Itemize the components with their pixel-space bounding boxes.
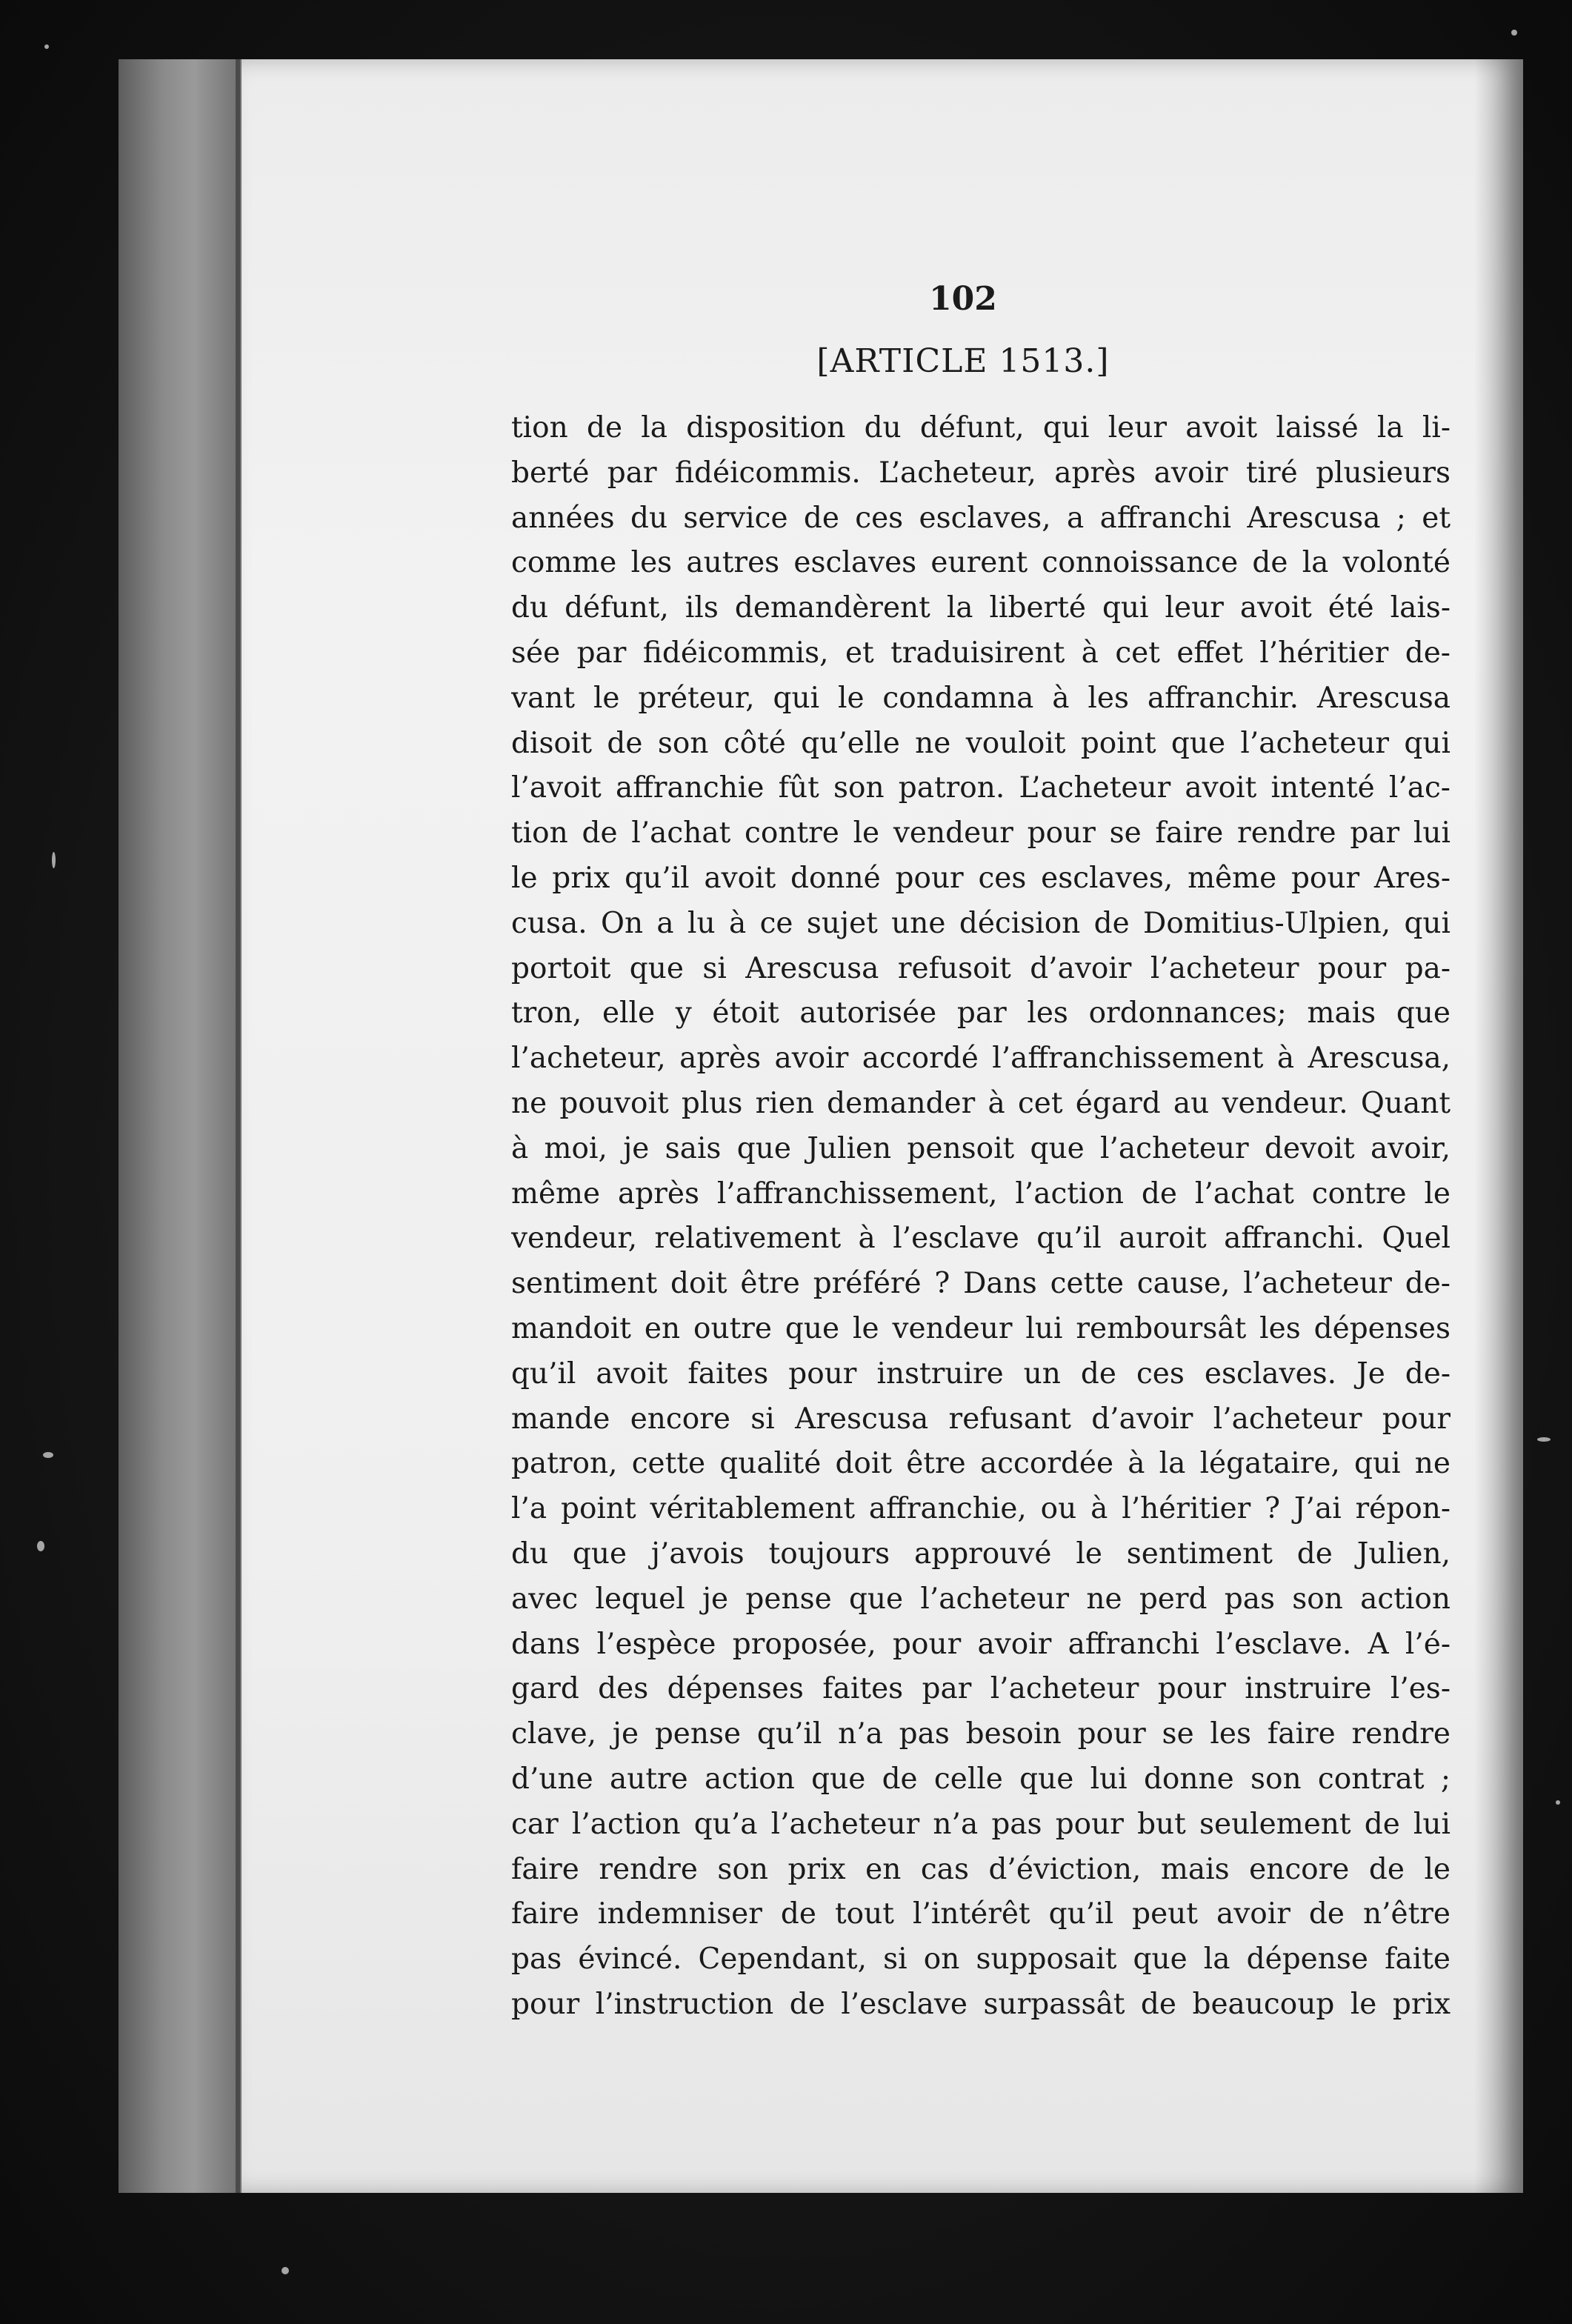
text-line: l’a point véritablement affranchie, ou à l’héritier ? J’ai répon-	[511, 1492, 1451, 1526]
text-line: tron, elle y étoit autorisée par les ordonnances; mais que	[511, 996, 1451, 1031]
text-line: dans l’espèce proposée, pour avoir affranchi l’esclave. A l’é-	[511, 1627, 1451, 1661]
text-line: ne pouvoit plus rien demander à cet égard au vendeur. Quant	[511, 1086, 1451, 1120]
text-line: tion de l’achat contre le vendeur pour se faire rendre par lui	[511, 816, 1451, 850]
text-line: d’une autre action que de celle que lui donne son contrat ;	[511, 1762, 1451, 1796]
text-line: gard des dépenses faites par l’acheteur pour instruire l’es-	[511, 1672, 1451, 1706]
text-line: du défunt, ils demandèrent la liberté qui leur avoit été lais-	[511, 591, 1451, 625]
book-page-edge	[119, 59, 244, 2193]
text-line: faire indemniser de tout l’intérêt qu’il peut avoir de n’être	[511, 1897, 1451, 1931]
text-line: vendeur, relativement à l’esclave qu’il auroit affranchi. Quel	[511, 1222, 1451, 1256]
text-line: le prix qu’il avoit donné pour ces esclaves, même pour Ares-	[511, 861, 1451, 895]
film-speck	[1556, 1800, 1560, 1805]
text-line: mande encore si Arescusa refusant d’avoir l’acheteur pour	[511, 1402, 1451, 1436]
film-speck	[282, 2267, 289, 2274]
text-line: avec lequel je pense que l’acheteur ne perd pas son action	[511, 1582, 1451, 1616]
text-line: comme les autres esclaves eurent connoissance de la volonté	[511, 546, 1451, 580]
page-number: 102	[929, 280, 997, 318]
text-line: l’acheteur, après avoir accordé l’affranchissement à Arescusa,	[511, 1042, 1451, 1076]
book-gutter-line	[236, 59, 240, 2193]
text-line: à moi, je sais que Julien pensoit que l’acheteur devoit avoir,	[511, 1131, 1451, 1165]
text-line: du que j’avois toujours approuvé le sentiment de Julien,	[511, 1536, 1451, 1571]
text-line: vant le préteur, qui le condamna à les affranchir. Arescusa	[511, 681, 1451, 715]
film-speck	[1511, 30, 1517, 36]
film-speck	[52, 852, 56, 868]
film-speck	[44, 44, 49, 49]
text-line: clave, je pense qu’il n’a pas besoin pour se les faire rendre	[511, 1717, 1451, 1751]
text-line: faire rendre son prix en cas d’éviction, mais encore de le	[511, 1852, 1451, 1886]
text-line: années du service de ces esclaves, a affranchi Arescusa ; et	[511, 501, 1451, 535]
text-line: même après l’affranchissement, l’action de l’achat contre le	[511, 1176, 1451, 1211]
text-line: portoit que si Arescusa refusoit d’avoir l’acheteur pour pa-	[511, 951, 1451, 985]
text-line: disoit de son côté qu’elle ne vouloit point que l’acheteur qui	[511, 726, 1451, 760]
text-line: car l’action qu’a l’acheteur n’a pas pour but seulement de lui	[511, 1807, 1451, 1841]
page-right-shadow	[1474, 59, 1523, 2193]
text-line: pour l’instruction de l’esclave surpassât de beaucoup le prix	[511, 1987, 1451, 2021]
text-line: qu’il avoit faites pour instruire un de ces esclaves. Je de-	[511, 1356, 1451, 1391]
page-body-text	[511, 406, 1451, 2028]
text-line: tion de la disposition du défunt, qui leur avoit laissé la li-	[511, 411, 1451, 445]
film-speck	[37, 1541, 44, 1551]
film-speck	[1537, 1437, 1551, 1442]
text-line: sée par fidéicommis, et traduisirent à cet effet l’héritier de-	[511, 636, 1451, 670]
article-heading: [ARTICLE 1513.]	[816, 342, 1110, 380]
film-speck	[43, 1452, 53, 1458]
text-line: cusa. On a lu à ce sujet une décision de Domitius-Ulpien, qui	[511, 906, 1451, 940]
text-line: mandoit en outre que le vendeur lui remboursât les dépenses	[511, 1311, 1451, 1345]
text-line: l’avoit affranchie fût son patron. L’acheteur avoit intenté l’ac-	[511, 771, 1451, 805]
text-line: sentiment doit être préféré ? Dans cette cause, l’acheteur de-	[511, 1267, 1451, 1301]
text-line: pas évincé. Cependant, si on supposait que la dépense faite	[511, 1942, 1451, 1977]
text-line: patron, cette qualité doit être accordée à la légataire, qui ne	[511, 1447, 1451, 1481]
text-line: berté par fidéicommis. L’acheteur, après avoir tiré plusieurs	[511, 456, 1451, 490]
